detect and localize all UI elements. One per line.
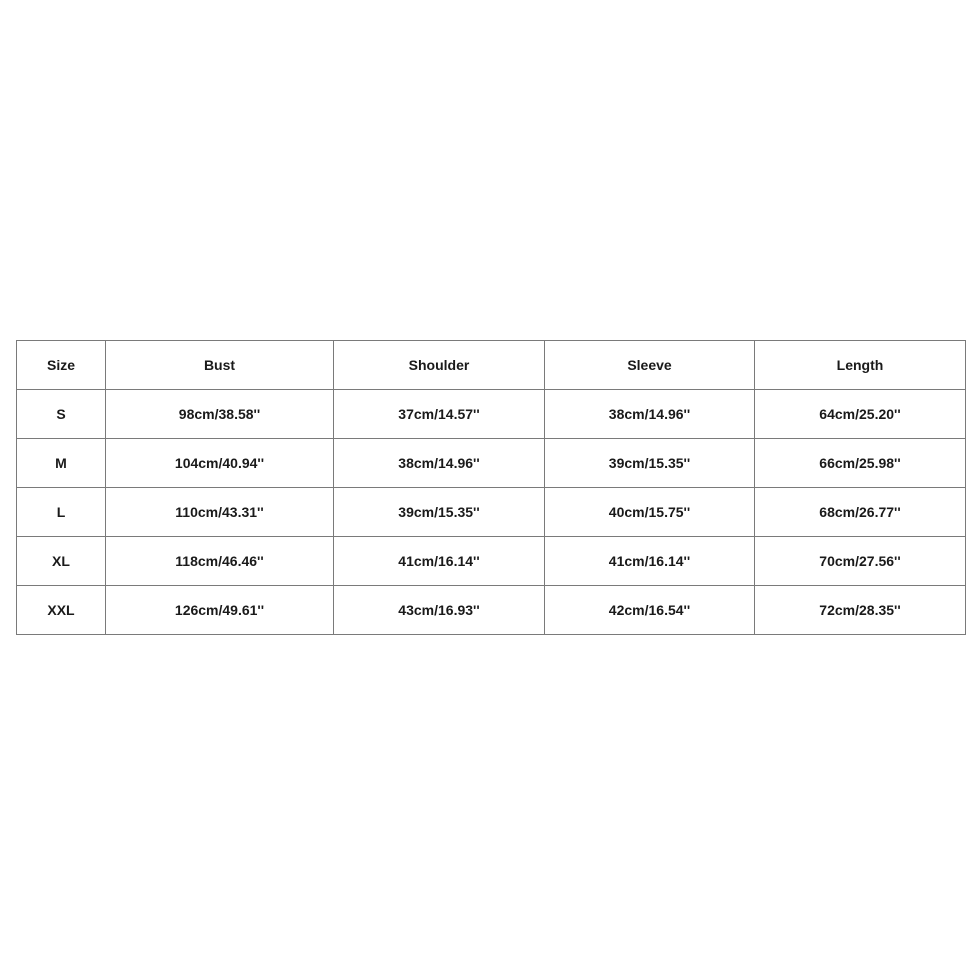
cell-shoulder: 37cm/14.57''	[334, 390, 545, 439]
cell-shoulder: 39cm/15.35''	[334, 488, 545, 537]
cell-sleeve: 42cm/16.54''	[545, 586, 755, 635]
cell-size: XL	[17, 537, 106, 586]
cell-length: 64cm/25.20''	[755, 390, 966, 439]
cell-sleeve: 40cm/15.75''	[545, 488, 755, 537]
header-size: Size	[17, 341, 106, 390]
cell-shoulder: 43cm/16.93''	[334, 586, 545, 635]
table-row	[17, 586, 966, 635]
table-row	[17, 537, 966, 586]
cell-sleeve: 39cm/15.35''	[545, 439, 755, 488]
cell-bust: 110cm/43.31''	[106, 488, 334, 537]
cell-bust: 104cm/40.94''	[106, 439, 334, 488]
cell-shoulder: 41cm/16.14''	[334, 537, 545, 586]
header-sleeve: Sleeve	[545, 341, 755, 390]
cell-bust: 98cm/38.58''	[106, 390, 334, 439]
table-row	[17, 488, 966, 537]
cell-sleeve: 41cm/16.14''	[545, 537, 755, 586]
cell-size: S	[17, 390, 106, 439]
header-length: Length	[755, 341, 966, 390]
cell-bust: 126cm/49.61''	[106, 586, 334, 635]
header-shoulder: Shoulder	[334, 341, 545, 390]
header-bust: Bust	[106, 341, 334, 390]
table-header-row	[17, 341, 966, 390]
cell-size: L	[17, 488, 106, 537]
cell-shoulder: 38cm/14.96''	[334, 439, 545, 488]
table-row	[17, 390, 966, 439]
cell-length: 70cm/27.56''	[755, 537, 966, 586]
cell-size: XXL	[17, 586, 106, 635]
cell-length: 66cm/25.98''	[755, 439, 966, 488]
table-row	[17, 439, 966, 488]
cell-sleeve: 38cm/14.96''	[545, 390, 755, 439]
cell-length: 68cm/26.77''	[755, 488, 966, 537]
cell-size: M	[17, 439, 106, 488]
size-chart-table	[16, 340, 966, 635]
cell-length: 72cm/28.35''	[755, 586, 966, 635]
cell-bust: 118cm/46.46''	[106, 537, 334, 586]
